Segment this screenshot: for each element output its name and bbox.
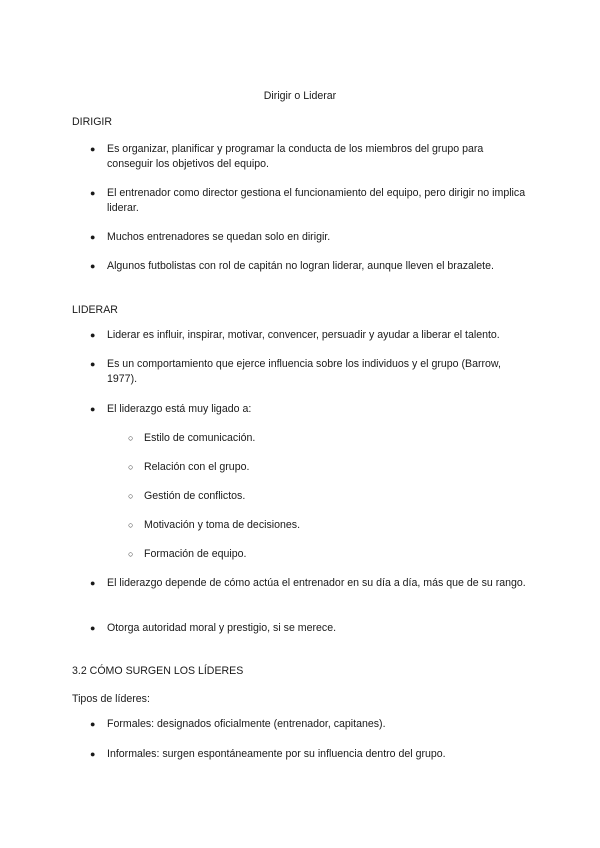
list-item: ● Otorga autoridad moral y prestigio, si se merece.	[90, 622, 337, 634]
bullet-icon: ●	[90, 749, 96, 759]
circle-bullet-icon: ○	[128, 520, 134, 530]
sub-list-item: ○ Estilo de comunicación.	[128, 432, 256, 444]
intro-tipos-lideres: Tipos de líderes:	[72, 693, 150, 705]
bullet-icon: ●	[90, 404, 96, 414]
circle-bullet-icon: ○	[128, 491, 134, 501]
list-item: ● Algunos futbolistas con rol de capitán no logran liderar, aunque lleven el brazalete.	[90, 260, 494, 272]
list-item: ● Muchos entrenadores se quedan solo en dirigir.	[90, 231, 331, 243]
circle-bullet-icon: ○	[128, 549, 134, 559]
document-title: Dirigir o Liderar	[263, 90, 337, 102]
sub-list-item: ○ Gestión de conflictos.	[128, 490, 246, 502]
circle-bullet-icon: ○	[128, 462, 134, 472]
list-item: ● Formales: designados oficialmente (entrenador, capitanes).	[90, 718, 386, 730]
bullet-icon: ●	[90, 232, 96, 242]
bullet-icon: ●	[90, 188, 96, 198]
bullet-icon: ●	[90, 144, 96, 154]
bullet-icon: ●	[90, 623, 96, 633]
heading-liderar: LIDERAR	[72, 304, 118, 316]
list-item: ● El liderazgo está muy ligado a:	[90, 403, 252, 415]
list-item: ● El entrenador como director gestiona el funcionamiento del equipo, pero dirigir no implica liderar.	[90, 187, 526, 214]
bullet-icon: ●	[90, 330, 96, 340]
heading-dirigir: DIRIGIR	[72, 116, 113, 128]
bullet-icon: ●	[90, 578, 96, 588]
list-item: ● Informales: surgen espontáneamente por su influencia dentro del grupo.	[90, 748, 446, 760]
bullet-icon: ●	[90, 261, 96, 271]
sub-list-item: ○ Motivación y toma de decisiones.	[128, 519, 301, 531]
heading-como-surgen: 3.2 CÓMO SURGEN LOS LÍDERES	[72, 665, 244, 677]
sub-list-item: ○ Formación de equipo.	[128, 548, 247, 560]
list-item: ● El liderazgo depende de cómo actúa el entrenador en su día a día, más que de su rango.	[90, 577, 526, 589]
list-item: ● Liderar es influir, inspirar, motivar, convencer, persuadir y ayudar a liberar el talento.	[90, 329, 500, 341]
bullet-icon: ●	[90, 719, 96, 729]
circle-bullet-icon: ○	[128, 433, 134, 443]
list-item: ● Es un comportamiento que ejerce influencia sobre los individuos y el grupo (Barrow, 1977).	[90, 358, 501, 385]
sub-list-item: ○ Relación con el grupo.	[128, 461, 250, 473]
list-item: ● Es organizar, planificar y programar la conducta de los miembros del grupo para conseguir los objetivos del equipo.	[90, 143, 484, 170]
bullet-icon: ●	[90, 359, 96, 369]
